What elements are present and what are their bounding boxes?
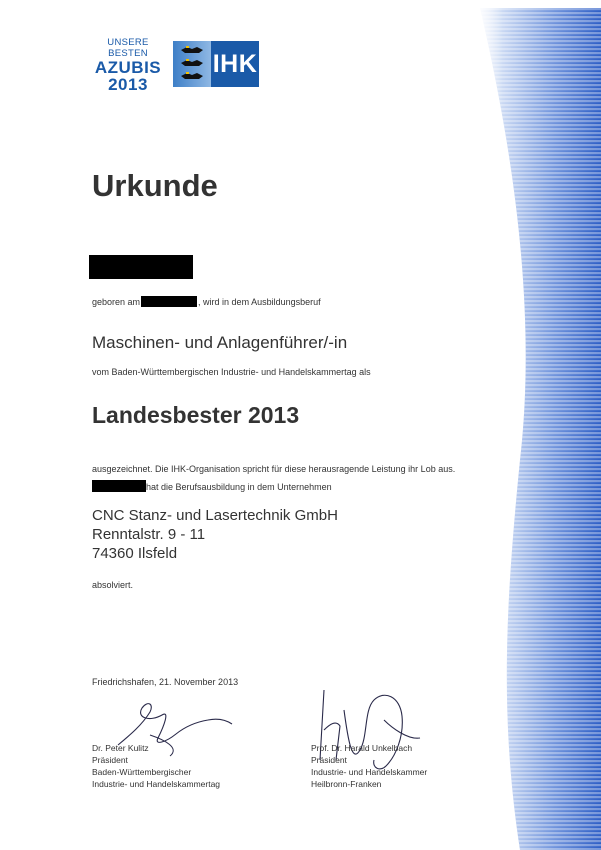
signatory-left-name: Dr. Peter Kulitz <box>92 743 149 753</box>
training-text: hat die Berufsausbildung in dem Unternehmen <box>146 482 332 492</box>
redacted-name-2 <box>92 480 146 492</box>
logo-line2: AZUBIS <box>94 58 162 77</box>
born-suffix: , wird in dem Ausbildungsberuf <box>198 297 321 307</box>
profession: Maschinen- und Anlagenführer/-in <box>92 333 348 352</box>
signatory-right-name: Prof. Dr. Harald Unkelbach <box>311 743 413 753</box>
crest-icon <box>173 41 211 87</box>
company-name: CNC Stanz- und Lasertechnik GmbH <box>92 507 338 524</box>
ihk-azubis-logo <box>89 37 267 94</box>
awarded-by: vom Baden-Württembergischen Industrie- und Handelskammertag als <box>92 367 371 377</box>
praise-text: ausgezeichnet. Die IHK-Organisation spricht für diese herausragende Leistung ihr Lob aus. <box>92 464 456 474</box>
logo-text <box>89 37 167 93</box>
born-text: geboren am <box>92 297 141 307</box>
company-city: 74360 Ilsfeld <box>92 545 178 562</box>
signatory-left-role: Präsident <box>92 755 128 765</box>
signatory-left-org1: Baden-Württembergischer <box>92 767 192 777</box>
signatory-right-org1: Industrie- und Handelskammer <box>311 767 428 777</box>
redacted-name <box>89 255 193 279</box>
signatory-left <box>92 742 220 790</box>
training-line <box>92 480 332 492</box>
page-title: Urkunde <box>92 168 218 203</box>
place-date: Friedrichshafen, 21. November 2013 <box>92 677 239 687</box>
signatory-right <box>311 742 427 790</box>
logo-line3: 2013 <box>108 75 148 94</box>
redacted-birthdate <box>141 296 197 307</box>
company-street: Renntalstr. 9 - 11 <box>92 526 206 543</box>
signatory-left-org2: Industrie- und Handelskammertag <box>92 779 221 789</box>
logo-line1: UNSERE BESTEN <box>107 37 149 59</box>
signatory-right-role: Präsident <box>311 755 347 765</box>
completed-text: absolviert. <box>92 580 134 590</box>
award-title: Landesbester 2013 <box>92 402 300 428</box>
born-line <box>92 296 321 307</box>
ihk-logo-text: IHK <box>211 41 259 87</box>
signatory-right-org2: Heilbronn-Franken <box>311 779 382 789</box>
